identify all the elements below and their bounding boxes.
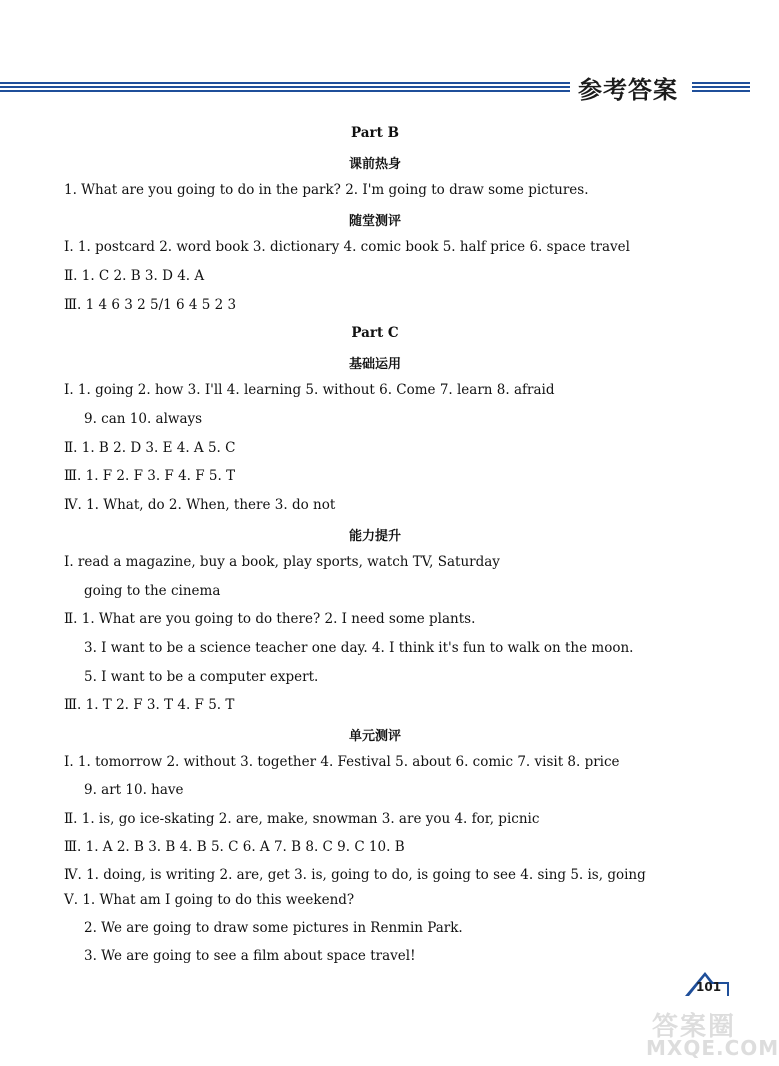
ability-line: Ⅲ. 1. T 2. F 3. T 4. F 5. T — [64, 697, 235, 713]
ability-title: 能力提升 — [348, 529, 401, 544]
watermark-logo: 答案圈 — [652, 1012, 737, 1042]
basic-title: 基础运用 — [348, 357, 401, 372]
unit-test-line: Ⅲ. 1. A 2. B 3. B 4. B 5. C 6. A 7. B 8. C 9. C 10. B — [64, 839, 405, 855]
part-c-title: Part C — [351, 325, 399, 341]
basic-line: 9. can 10. always — [84, 411, 203, 427]
quiz-title: 随堂测评 — [348, 214, 401, 229]
unit-test-line: 3. We are going to see a film about space travel! — [84, 948, 416, 964]
watermark-url: MXQE.COM — [646, 1036, 779, 1060]
warmup-answer: 1. What are you going to do in the park? 2. I'm going to draw some pictures. — [64, 182, 589, 198]
ability-line: going to the cinema — [84, 583, 221, 599]
part-b-title: Part B — [351, 125, 399, 141]
quiz-line: Ⅰ. 1. postcard 2. word book 3. dictionary 4. comic book 5. half price 6. space travel — [64, 239, 630, 255]
ability-line: Ⅱ. 1. What are you going to do there? 2. I need some plants. — [64, 611, 476, 627]
unit-test-line: 9. art 10. have — [84, 782, 184, 798]
header-title: 参考答案 — [578, 76, 678, 104]
quiz-line: Ⅲ. 1 4 6 3 2 5/1 6 4 5 2 3 — [64, 297, 237, 313]
basic-line: Ⅲ. 1. F 2. F 3. F 4. F 5. T — [64, 468, 236, 484]
ability-line: Ⅰ. read a magazine, buy a book, play sports, watch TV, Saturday — [64, 554, 500, 570]
ability-line: 3. I want to be a science teacher one day. 4. I think it's fun to walk on the moon. — [84, 640, 634, 656]
unit-test-line: Ⅳ. 1. doing, is writing 2. are, get 3. is, going to do, is going to see 4. sing 5. is, going — [64, 867, 646, 883]
basic-line: Ⅳ. 1. What, do 2. When, there 3. do not — [64, 497, 336, 513]
warmup-title: 课前热身 — [348, 157, 401, 172]
quiz-line: Ⅱ. 1. C 2. B 3. D 4. A — [64, 268, 205, 284]
ability-line: 5. I want to be a computer expert. — [84, 669, 319, 685]
unit-test-line: Ⅴ. 1. What am I going to do this weekend? — [64, 892, 355, 908]
unit-test-title: 单元测评 — [348, 729, 401, 744]
page-number: 101 — [696, 980, 722, 994]
unit-test-line: 2. We are going to draw some pictures in Renmin Park. — [84, 920, 463, 936]
basic-line: Ⅱ. 1. B 2. D 3. E 4. A 5. C — [64, 440, 236, 456]
unit-test-line: Ⅱ. 1. is, go ice-skating 2. are, make, snowman 3. are you 4. for, picnic — [64, 811, 540, 827]
unit-test-line: Ⅰ. 1. tomorrow 2. without 3. together 4. Festival 5. about 6. comic 7. visit 8. price — [64, 754, 620, 770]
basic-line: Ⅰ. 1. going 2. how 3. I'll 4. learning 5. without 6. Come 7. learn 8. afraid — [64, 382, 555, 398]
